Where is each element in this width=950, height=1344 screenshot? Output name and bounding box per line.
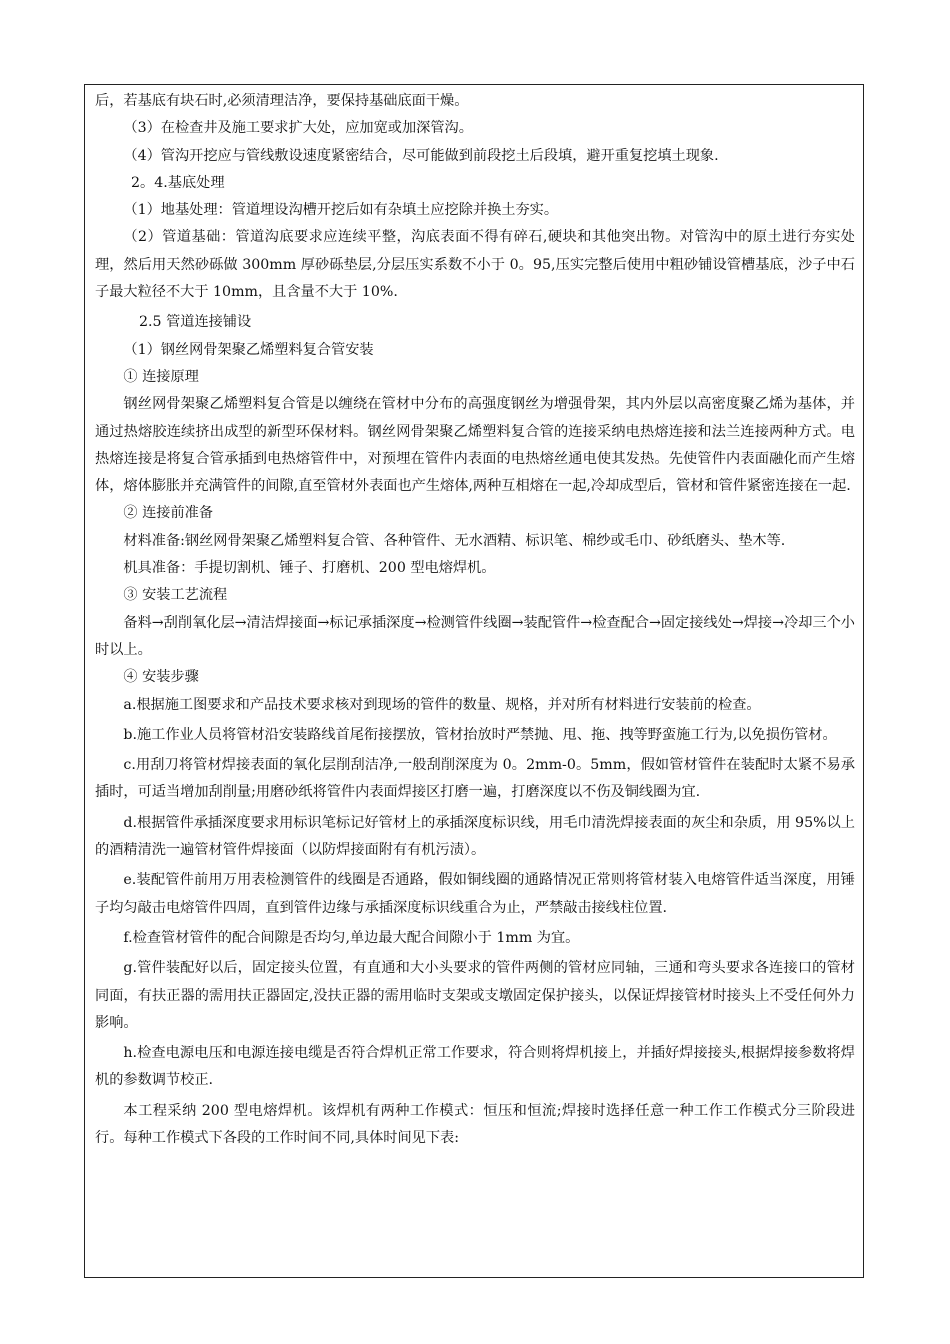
step-item: g.管件装配好以后，固定接头位置，有直通和大小头要求的管件两侧的管材应同轴，三通和弯头要求各连接口的管材同面，有扶正器的需用扶正器固定,没扶正器的需用临时支架或支墩固定保护接头，以保证焊接管材时接头上不受任何外力影响。	[95, 960, 855, 1031]
subsection-heading: ④ 安装步骤	[123, 669, 199, 686]
step-item: d.根据管件承插深度要求用标识笔标记好管材上的承插深度标识线，用毛巾清洗焊接表面的灰尘和杂质，用 95%以上的酒精清洗一遍管材管件焊接面（以防焊接面附有有机污渍）。	[95, 814, 855, 859]
paragraph: （2）管道基础：管道沟底要求应连续平整，沟底表面不得有碎石,硬块和其他突出物。对管沟中的原土进行夯实处理，然后用天然砂砾做 300mm 厚砂砾垫层,分层压实系数不小于 0。95,压实完整后使用中粗砂铺设管槽基底，沙子中石子最大粒径不大于 10mm，且含量不大于 10%.	[95, 229, 855, 301]
paragraph: （1）地基处理：管道埋设沟槽开挖后如有杂填土应挖除并换土夯实。	[123, 202, 559, 219]
subsection-heading: （1）钢丝网骨架聚乙烯塑料复合管安装	[123, 341, 374, 358]
step-item: b.施工作业人员将管材沿安装路线首尾衔接摆放，管材抬放时严禁抛、甩、拖、拽等野蛮施工行为,以免损伤管材。	[123, 726, 837, 743]
step-item: c.用刮刀将管材焊接表面的氧化层削刮洁净,一般刮削深度为 0。2mm-0。5mm，假如管材管件在装配时太紧不易承插时，可适当增加刮削量;用磨砂纸将管件内表面焊接区打磨一遍，打磨深度以不伤及铜线圈为宜.	[95, 757, 855, 801]
paragraph: （3）在检查井及施工要求扩大处，应加宽或加深管沟。	[123, 120, 473, 137]
paragraph: 后，若基底有块石时,必须清理洁净，要保持基础底面干燥。	[95, 93, 469, 109]
paragraph: （4）管沟开挖应与管线敷设速度紧密结合，尽可能做到前段挖土后段填，避开重复挖填土现象.	[123, 147, 719, 164]
paragraph: 材料准备:钢丝网骨架聚乙烯塑料复合管、各种管件、无水酒精、标识笔、棉纱或毛巾、砂纸磨头、垫木等.	[123, 532, 786, 549]
subsection-heading: ② 连接前准备	[123, 505, 214, 522]
step-item: a.根据施工图要求和产品技术要求核对到现场的管件的数量、规格，并对所有材料进行安装前的检查。	[123, 696, 761, 713]
subsection-heading: ③ 安装工艺流程	[123, 587, 228, 604]
paragraph: 钢丝网骨架聚乙烯塑料复合管是以缠绕在管材中分布的高强度钢丝为增强骨架，其内外层以高密度聚乙烯为基体，并通过热熔胶连续挤出成型的新型环保材料。钢丝网骨架聚乙烯塑料复合管的连接采纳电热熔连接和法兰连接两种方式。电热熔连接是将复合管承插到电热熔管件中，对预埋在管件内表面的电热熔丝通电使其发热。先使管件内表面融化而产生熔体，熔体膨胀并充满管件的间隙,直至管材外表面也产生熔体,两种互相熔在一起,冷却成型后，管材和管件紧密连接在一起.	[95, 396, 855, 495]
paragraph: 机具准备：手提切割机、锤子、打磨机、200 型电熔焊机。	[123, 560, 496, 577]
document-frame	[84, 84, 864, 1278]
step-item: e.装配管件前用万用表检测管件的线圈是否通路，假如铜线圈的通路情况正常则将管材装入电熔管件适当深度，用锤子均匀敲击电熔管件四周，直到管件边缘与承插深度标识线重合为止，严禁敲击接线柱位置.	[95, 872, 855, 916]
step-item: f.检查管材管件的配合间隙是否均匀,单边最大配合间隙小于 1mm 为宜。	[123, 929, 580, 946]
step-item: h.检查电源电压和电源连接电缆是否符合焊机正常工作要求，符合则将焊机接上，并插好焊接接头,根据焊接参数将焊机的参数调节校正.	[95, 1045, 855, 1089]
section-heading: 2。4.基底处理	[131, 174, 225, 191]
section-heading: 2.5 管道连接铺设	[139, 314, 252, 331]
paragraph: 备料→刮削氧化层→清洁焊接面→标记承插深度→检测管件线圈→装配管件→检查配合→固定接线处→焊接→冷却三个小时以上。	[95, 614, 855, 658]
paragraph: 本工程采纳 200 型电熔焊机。该焊机有两种工作模式：恒压和恒流;焊接时选择任意一种工作工作模式分三阶段进行。每种工作模式下各段的工作时间不同,具体时间见下表:	[95, 1102, 855, 1146]
subsection-heading: ① 连接原理	[123, 368, 199, 385]
